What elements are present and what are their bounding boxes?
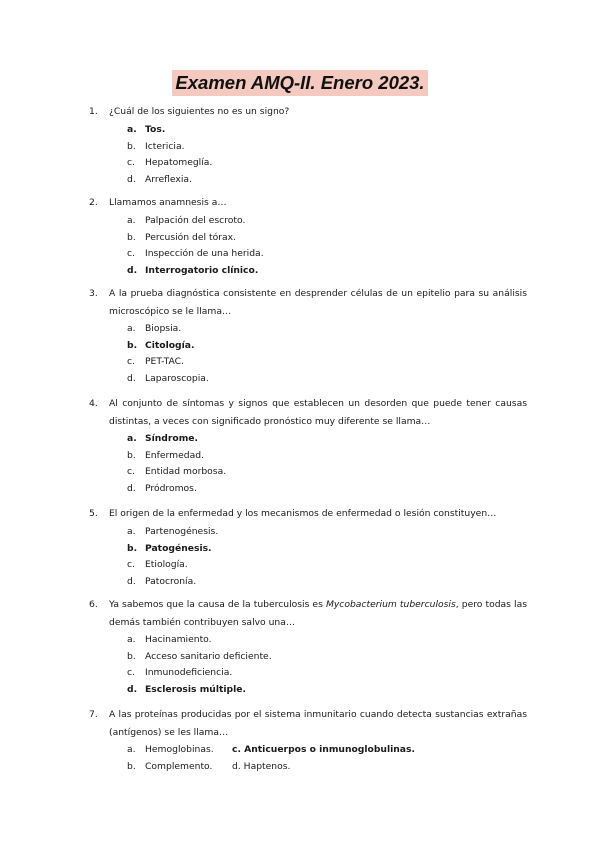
question-number: 7. xyxy=(89,709,98,720)
option-d xyxy=(0,370,600,387)
option-text: Hepatomeglía. xyxy=(145,157,213,168)
option-c xyxy=(0,556,600,573)
option-d xyxy=(0,573,600,590)
option-text: Acceso sanitario deficiente. xyxy=(145,650,272,662)
option-letter: d. xyxy=(127,173,136,185)
option-text: Ictericia. xyxy=(145,140,185,152)
option-text: Palpación del escroto. xyxy=(145,215,246,226)
option-letter: d. xyxy=(127,372,136,384)
title-wrap xyxy=(0,70,600,96)
option-text: Citología. xyxy=(145,339,195,351)
option-letter: d. xyxy=(127,683,138,695)
question-number: 3. xyxy=(89,288,98,299)
option-letter: d. xyxy=(127,482,136,494)
option-d xyxy=(0,262,600,279)
option-text: Patogénesis. xyxy=(145,542,212,554)
option-a xyxy=(0,212,600,229)
option-letter: d. xyxy=(127,264,138,276)
option-text: Hacinamiento. xyxy=(145,634,212,645)
question-text-italic: Mycobacterium tuberculosis xyxy=(325,599,456,610)
page-title: Examen AMQ-II. Enero 2023. xyxy=(172,70,427,96)
option-d xyxy=(0,480,600,497)
option-letter: b. xyxy=(127,760,136,772)
option-letter: a. xyxy=(127,215,136,226)
option-b xyxy=(0,540,600,557)
option-letter: c. xyxy=(127,356,135,367)
question-text: ¿Cuál de los siguientes no es un signo? xyxy=(109,106,290,117)
option-text: Esclerosis múltiple. xyxy=(145,683,246,695)
question-text: El origen de la enfermedad y los mecanismos de enfermedad o lesión constituyen… xyxy=(109,508,497,519)
option-letter: a. xyxy=(127,433,137,444)
option-b xyxy=(0,337,600,354)
option-text: Interrogatorio clínico. xyxy=(145,264,259,276)
option-d xyxy=(0,171,600,188)
option-letter: d. xyxy=(127,575,136,587)
option-b xyxy=(0,229,600,246)
question-number: 4. xyxy=(89,398,98,409)
question-text xyxy=(109,596,527,632)
question-text: Llamamos anamnesis a… xyxy=(109,197,227,208)
option-letter: c. xyxy=(127,248,135,259)
option-c xyxy=(0,664,600,681)
option-d xyxy=(0,681,600,698)
option-text: Laparoscopia. xyxy=(145,372,209,384)
question-text: A la prueba diagnóstica consistente en desprender células de un epitelio para su análisis microscópico se le llama… xyxy=(109,288,527,317)
option-b xyxy=(0,447,600,464)
option-a xyxy=(0,523,600,540)
option-text: Partenogénesis. xyxy=(145,526,219,537)
option-letter: b. xyxy=(127,650,136,662)
option-letter: a. xyxy=(127,323,136,334)
option-letter: b. xyxy=(127,542,138,554)
option-letter: c. xyxy=(127,466,135,477)
option-a xyxy=(0,430,600,447)
option-text: Arreflexia. xyxy=(145,173,192,185)
option-text: PET-TAC. xyxy=(145,356,184,367)
option-letter: c. xyxy=(127,157,135,168)
option-text: Inmunodeficiencia. xyxy=(145,667,233,678)
option-letter: b. xyxy=(127,140,136,152)
option-letter: a. xyxy=(127,634,136,645)
option-b xyxy=(0,138,600,155)
option-text: Enfermedad. xyxy=(145,449,204,461)
option-text: Biopsia. xyxy=(145,323,182,334)
option-c xyxy=(0,463,600,480)
option-text: Percusión del tórax. xyxy=(145,231,236,243)
option-a xyxy=(0,320,600,337)
option-b xyxy=(0,648,600,665)
question-number: 5. xyxy=(89,508,98,519)
option-letter: a. xyxy=(127,744,136,755)
option-c xyxy=(0,154,600,171)
option-text: Etiología. xyxy=(145,559,188,570)
question-text: Al conjunto de síntomas y signos que establecen un desorden que puede tener causas distintas, a veces con significado pronóstico muy diferente se llama… xyxy=(109,398,527,427)
question-text: A las proteínas producidas por el sistema inmunitario cuando detecta sustancias extrañas (antígenos) se les llama… xyxy=(109,709,527,738)
question-number: 2. xyxy=(89,197,98,208)
option-letter: a. xyxy=(127,526,136,537)
option-text: Pródromos. xyxy=(145,482,197,494)
option-c-text: c. Anticuerpos o inmunoglobulinas. xyxy=(232,744,415,755)
option-text: Tos. xyxy=(145,124,166,135)
question-number: 6. xyxy=(89,599,98,610)
option-letter: b. xyxy=(127,339,138,351)
option-text: Entidad morbosa. xyxy=(145,466,227,477)
question-text-part: , pero todas las demás también contribuyen salvo una… xyxy=(109,599,527,628)
question-number: 1. xyxy=(89,106,98,117)
option-letter: c. xyxy=(127,667,135,678)
option-letter: b. xyxy=(127,231,136,243)
option-letter: b. xyxy=(127,449,136,461)
option-a xyxy=(0,121,600,138)
options-row-2 xyxy=(0,758,600,775)
question-text-part: Ya sabemos que la causa de la tuberculosis es xyxy=(109,599,326,610)
option-text: Inspección de una herida. xyxy=(145,248,264,259)
option-c xyxy=(0,245,600,262)
option-b-text: Complemento. xyxy=(145,760,213,772)
options-row-1 xyxy=(0,741,600,758)
option-text: Síndrome. xyxy=(145,433,199,444)
option-d-text: d. Haptenos. xyxy=(232,760,291,772)
option-c xyxy=(0,353,600,370)
option-a-text: Hemoglobinas. xyxy=(145,744,214,755)
option-a xyxy=(0,631,600,648)
option-letter: c. xyxy=(127,559,135,570)
option-letter: a. xyxy=(127,124,137,135)
option-text: Patocronía. xyxy=(145,575,197,587)
